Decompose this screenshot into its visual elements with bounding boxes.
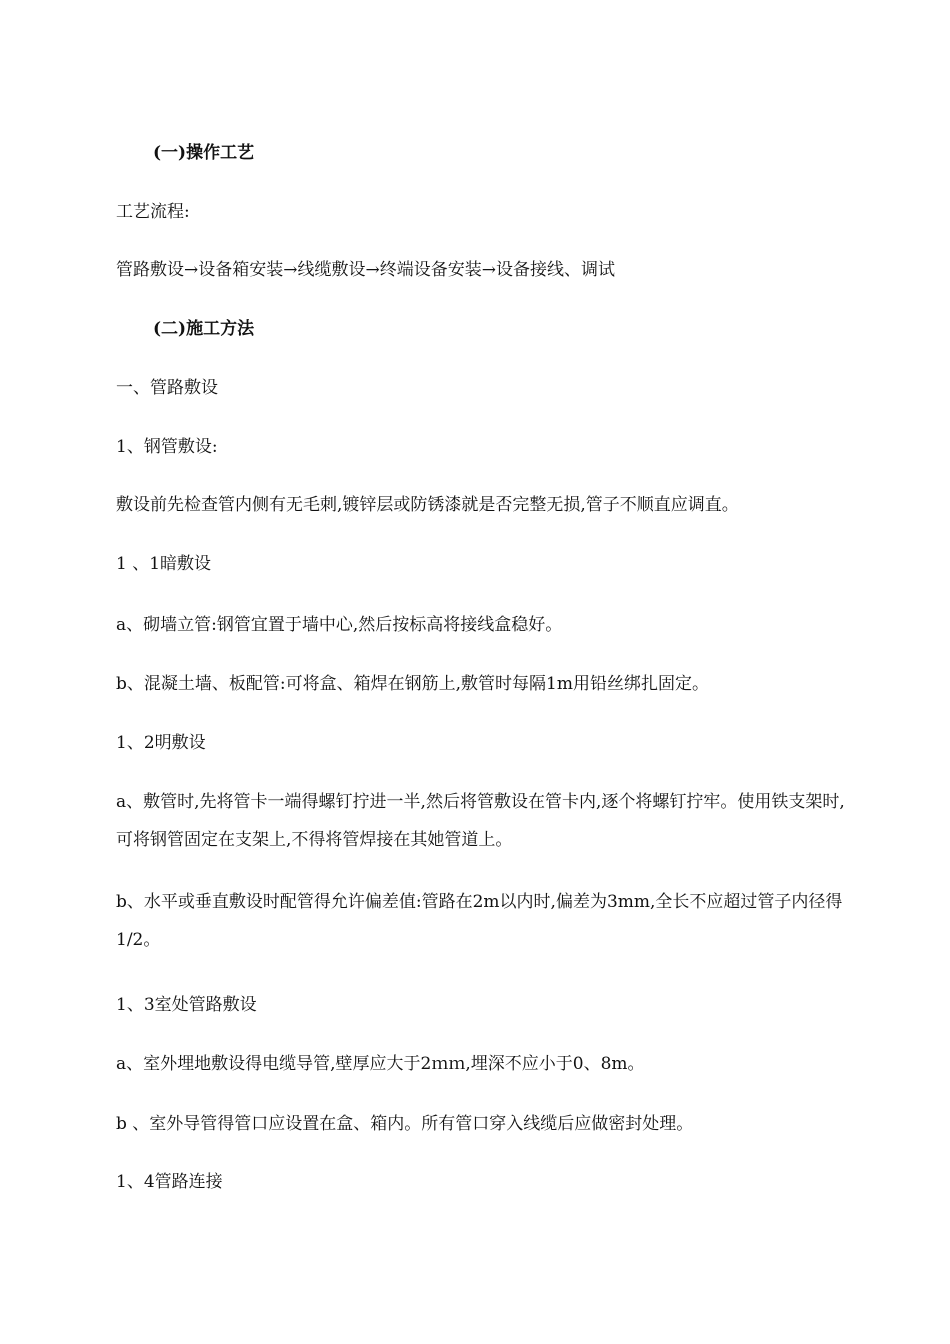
item-pipe-connection: 1、4管路连接	[116, 1172, 223, 1192]
paragraph-outdoor-sealing: b 、室外导管得管口应设置在盒、箱内。所有管口穿入线缆后应做密封处理。	[116, 1114, 694, 1134]
paragraph-pipe-clamp: a、敷管时,先将管卡一端得螺钉拧进一半,然后将管敷设在管卡内,逐个将螺钉拧牢。使用铁支架时,可将钢管固定在支架上,不得将管焊接在其她管道上。	[116, 792, 845, 850]
heading-construction-method: (二)施工方法	[153, 319, 255, 339]
item-steel-pipe: 1、钢管敷设:	[116, 437, 218, 457]
paragraph-tolerance: b、水平或垂直敷设时配管得允许偏差值:管路在2m以内时,偏差为3mm,全长不应超过管子内径得1/2。	[116, 892, 843, 950]
heading-operation-process: (一)操作工艺	[153, 143, 255, 163]
paragraph-masonry-wall: a、砌墙立管:钢管宜置于墙中心,然后按标高将接线盒稳好。	[116, 615, 563, 635]
paragraph-outdoor-buried: a、室外埋地敷设得电缆导管,壁厚应大于2ｍｍ,埋深不应小于0、8m。	[116, 1054, 645, 1074]
item-exposed-laying: 1、2明敷设	[116, 733, 206, 753]
paragraph-concrete-wall: b、混凝土墙、板配管:可将盒、箱焊在钢筋上,敷管时每隔1m用铅丝绑扎固定。	[116, 674, 709, 694]
process-flow: 管路敷设→设备箱安装→线缆敷设→终端设备安装→设备接线、调试	[116, 260, 615, 280]
section-pipe-laying: 一、管路敷设	[116, 378, 218, 398]
paragraph-inspection: 敷设前先检查管内侧有无毛刺,镀锌层或防锈漆就是否完整无损,管子不顺直应调直。	[116, 495, 739, 515]
process-label: 工艺流程:	[116, 202, 190, 222]
item-outdoor-pipe: 1、3室处管路敷设	[116, 995, 257, 1015]
item-concealed-laying: 1 、1暗敷设	[116, 554, 212, 574]
